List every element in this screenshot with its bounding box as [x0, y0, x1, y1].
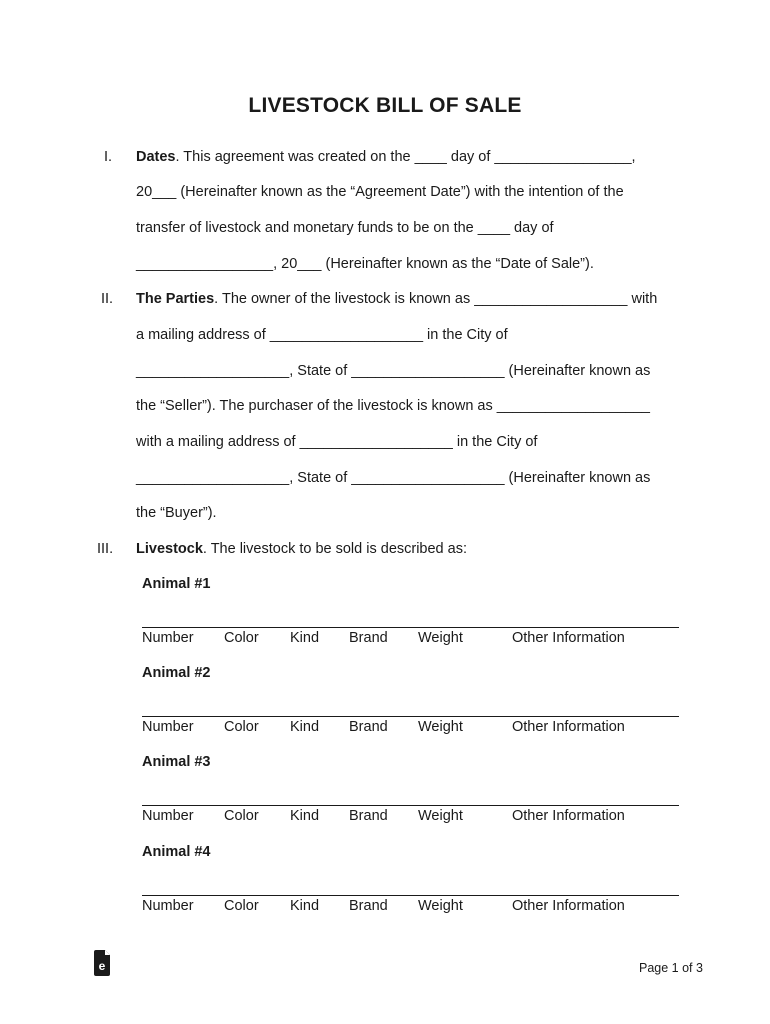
parties-line-4: the “Seller”). The purchaser of the livestock is known as ___________________ — [136, 398, 650, 414]
dates-line-4: _________________, 20___ (Hereinafter known as the “Date of Sale”). — [136, 256, 594, 272]
parties-heading: The Parties — [136, 291, 215, 307]
section-numeral-parties: II. — [101, 291, 114, 307]
animal-2-columns — [142, 719, 679, 739]
dates-line-1 — [136, 149, 636, 165]
animal-1-columns — [142, 630, 679, 650]
parties-line-6: ___________________, State of ___________________ (Hereinafter known as — [136, 470, 651, 486]
parties-line-3: ___________________, State of ___________________ (Hereinafter known as — [136, 363, 651, 379]
animal-1-heading: Animal #1 — [142, 576, 211, 592]
column-label-weight: Weight — [418, 898, 463, 914]
page-number: Page 1 of 3 — [639, 961, 703, 975]
parties-text-1: . The owner of the livestock is known as ___________________ with — [214, 291, 658, 307]
parties-line-5: with a mailing address of ___________________ in the City of — [136, 434, 538, 450]
animal-3-fill-line — [142, 805, 679, 806]
column-label-kind: Kind — [290, 719, 320, 735]
dates-line-3: transfer of livestock and monetary funds to be on the ____ day of — [136, 220, 554, 236]
document-title: LIVESTOCK BILL OF SALE — [248, 94, 522, 117]
dates-heading: Dates — [136, 149, 176, 165]
parties-line-7: the “Buyer”). — [136, 505, 217, 521]
parties-line-1 — [136, 291, 657, 307]
column-label-weight: Weight — [418, 719, 463, 735]
column-label-brand: Brand — [349, 808, 388, 824]
animal-2-heading: Animal #2 — [142, 665, 211, 681]
column-label-color: Color — [224, 719, 259, 735]
column-label-kind: Kind — [290, 898, 320, 914]
dates-text-1: . This agreement was created on the ____ day of _________________, — [175, 149, 636, 165]
section-numeral-dates: I. — [104, 149, 113, 165]
column-label-number: Number — [142, 719, 194, 735]
animal-3-heading: Animal #3 — [142, 754, 211, 770]
column-label-brand: Brand — [349, 630, 388, 646]
dates-line-2: 20___ (Hereinafter known as the “Agreement Date”) with the intention of the — [136, 184, 624, 200]
column-label-kind: Kind — [290, 630, 320, 646]
animal-4-columns — [142, 898, 679, 918]
column-label-brand: Brand — [349, 898, 388, 914]
parties-line-2: a mailing address of ___________________ in the City of — [136, 327, 508, 343]
column-label-other-information: Other Information — [512, 898, 625, 914]
column-label-color: Color — [224, 630, 259, 646]
column-label-weight: Weight — [418, 630, 463, 646]
column-label-color: Color — [224, 808, 259, 824]
livestock-line-1 — [136, 541, 467, 557]
svg-text:e: e — [98, 959, 106, 973]
column-label-color: Color — [224, 898, 259, 914]
column-label-other-information: Other Information — [512, 630, 625, 646]
column-label-number: Number — [142, 808, 194, 824]
livestock-heading: Livestock — [136, 541, 203, 557]
column-label-other-information: Other Information — [512, 719, 625, 735]
animal-2-fill-line — [142, 716, 679, 717]
column-label-brand: Brand — [349, 719, 388, 735]
eforms-logo-icon — [94, 950, 112, 976]
column-label-number: Number — [142, 898, 194, 914]
column-label-weight: Weight — [418, 808, 463, 824]
animal-4-heading: Animal #4 — [142, 844, 211, 860]
livestock-text-1: . The livestock to be sold is described as: — [202, 541, 467, 557]
animal-4-fill-line — [142, 895, 679, 896]
animal-1-fill-line — [142, 627, 679, 628]
column-label-kind: Kind — [290, 808, 320, 824]
section-numeral-livestock: III. — [97, 541, 114, 557]
animal-3-columns — [142, 808, 679, 828]
column-label-other-information: Other Information — [512, 808, 625, 824]
column-label-number: Number — [142, 630, 194, 646]
